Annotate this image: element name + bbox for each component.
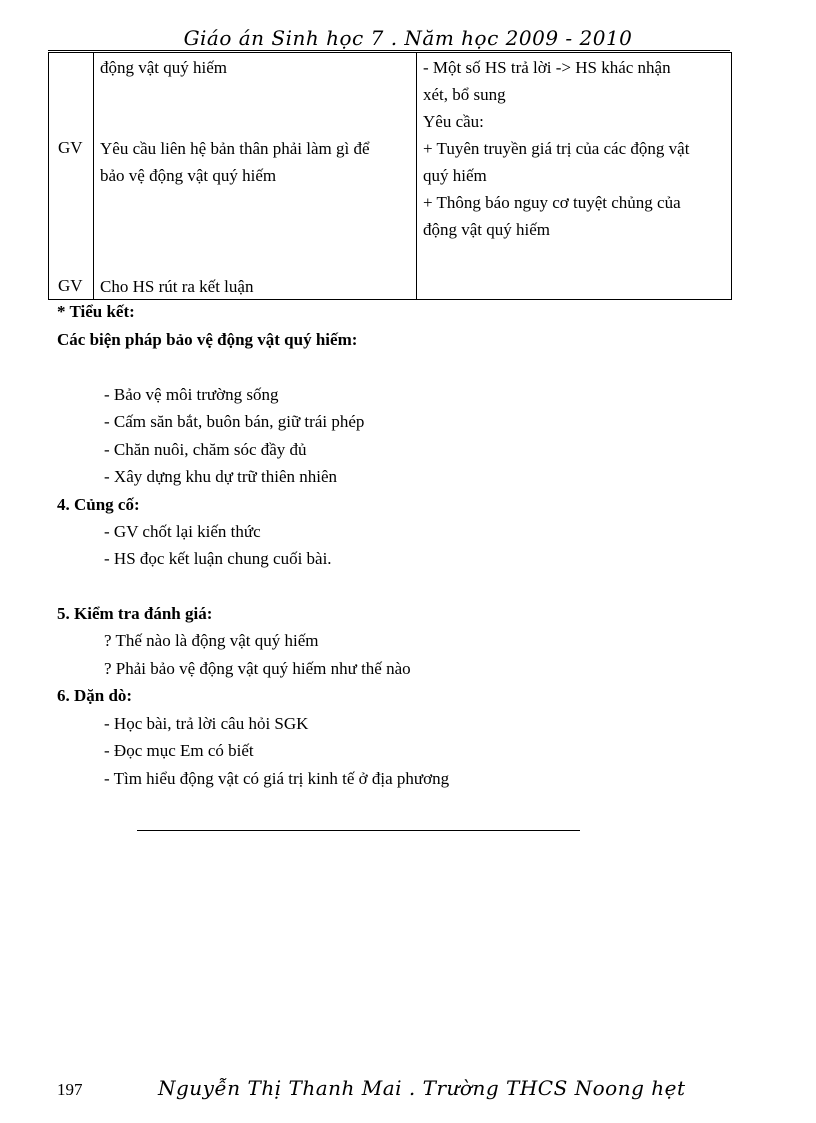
page-header: Giáo án Sinh học 7 . Năm học 2009 - 2010 xyxy=(183,26,633,50)
summary-item: - Chăn nuôi, chăm sóc đầy đủ xyxy=(104,440,307,459)
lesson-activity-table xyxy=(48,52,732,300)
summary-item: - Xây dựng khu dự trữ thiên nhiên xyxy=(104,467,338,486)
closing-rule xyxy=(137,830,580,831)
section6-item: - Tìm hiểu động vật có giá trị kinh tế ở địa phương xyxy=(104,769,450,788)
teacher-text-2a: Yêu cầu liên hệ bản thân phải làm gì để xyxy=(100,139,370,158)
section4-item: - HS đọc kết luận chung cuối bài. xyxy=(104,549,332,568)
student-column xyxy=(417,53,732,300)
section5-item: ? Thế nào là động vật quý hiếm xyxy=(104,631,319,650)
section5-title: 5. Kiểm tra đánh giá: xyxy=(57,604,213,623)
page-number: 197 xyxy=(57,1080,83,1099)
student-line: + Tuyên truyền giá trị của các động vật xyxy=(423,139,690,158)
teacher-column xyxy=(94,53,417,300)
student-line: + Thông báo nguy cơ tuyệt chủng của xyxy=(423,193,681,212)
teacher-text-1: động vật quý hiếm xyxy=(100,58,228,77)
summary-item: - Cấm săn bắt, buôn bán, giữ trái phép xyxy=(104,412,365,431)
student-line: Yêu cầu: xyxy=(423,112,484,131)
role-gv-1: GV xyxy=(58,138,83,157)
summary-heading: Các biện pháp bảo vệ động vật quý hiếm: xyxy=(57,330,358,349)
student-line: - Một số HS trả lời -> HS khác nhận xyxy=(423,58,671,77)
section4-item: - GV chốt lại kiến thức xyxy=(104,522,261,541)
summary-label: * Tiểu kết: xyxy=(57,302,135,321)
section6-item: - Đọc mục Em có biết xyxy=(104,741,254,760)
student-line: xét, bổ sung xyxy=(423,85,506,104)
role-gv-2: GV xyxy=(58,276,83,295)
header-rule xyxy=(48,50,730,51)
summary-item: - Bảo vệ môi trường sống xyxy=(104,385,279,404)
teacher-text-2b: bảo vệ động vật quý hiếm xyxy=(100,166,277,185)
student-line: động vật quý hiếm xyxy=(423,220,551,239)
section5-item: ? Phải bảo vệ động vật quý hiếm như thế nào xyxy=(104,659,411,678)
student-line: quý hiếm xyxy=(423,166,487,185)
teacher-text-3: Cho HS rút ra kết luận xyxy=(100,277,254,296)
section4-title: 4. Củng cố: xyxy=(57,495,140,514)
footer-signature: Nguyễn Thị Thanh Mai . Trường THCS Noong hẹt xyxy=(158,1076,686,1100)
role-column xyxy=(49,53,94,300)
section6-title: 6. Dặn dò: xyxy=(57,686,133,705)
section6-item: - Học bài, trả lời câu hỏi SGK xyxy=(104,714,309,733)
